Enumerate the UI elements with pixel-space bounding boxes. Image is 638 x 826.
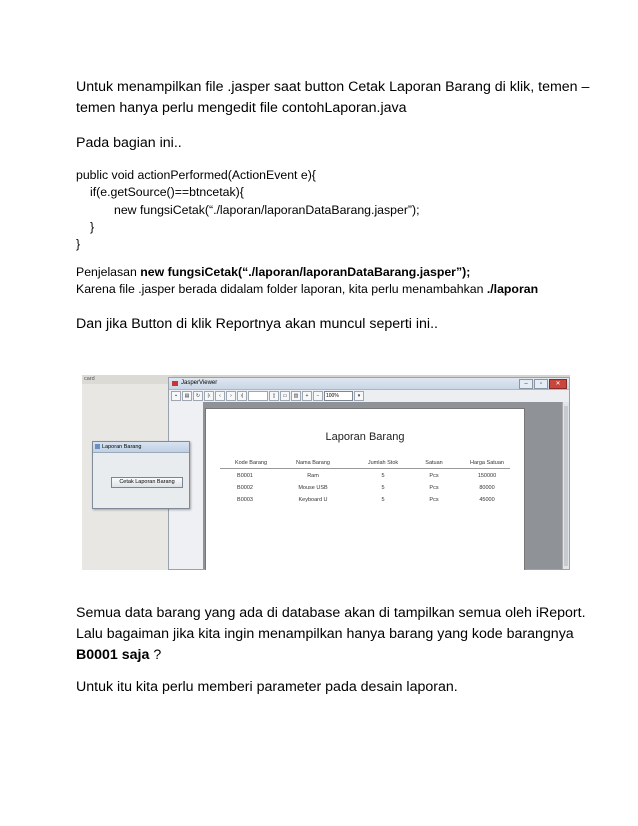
intro-line-1: Untuk menampilkan file .jasper saat button Cetak Laporan Barang di klik, temen – (76, 79, 590, 95)
explain-line2-bold: ./laporan (486, 282, 539, 296)
report-screenshot (82, 375, 570, 570)
dialog-title: Laporan Barang (102, 444, 142, 450)
java-app-icon (95, 444, 100, 449)
code-line: new fungsiCetak(“./laporan/laporanDataBarang.jasper”); (114, 202, 420, 217)
viewer-title: JasperViewer (181, 380, 218, 386)
print-icon[interactable]: ▤ (182, 391, 192, 401)
reload-icon[interactable]: ↻ (193, 391, 203, 401)
table-cell: Pcs (429, 473, 439, 479)
table-cell: Pcs (429, 497, 439, 503)
explain-bold: new fungsiCetak(“./laporan/laporanDataBarang.jasper”); (140, 265, 471, 279)
table-cell: 5 (381, 497, 385, 503)
zoom-out-icon[interactable]: − (313, 391, 323, 401)
last-page-icon[interactable]: ›| (237, 391, 247, 401)
window-controls (519, 379, 567, 389)
table-cell: B0002 (237, 485, 253, 491)
table-cell: 45000 (479, 497, 495, 503)
fit-width-icon[interactable]: ▥ (291, 391, 301, 401)
report-title: Laporan Barang (325, 431, 405, 443)
outro-line-2: Lalu bagaiman jika kita ingin menampilkan hanya barang yang kode barangnya (76, 626, 574, 642)
outro-bold: B0001 saja (76, 647, 150, 663)
section-label: Pada bagian ini.. (76, 135, 182, 151)
dialog-titlebar (93, 442, 189, 453)
code-line: if(e.getSource()==btncetak){ (90, 185, 244, 200)
zoom-select[interactable]: 100% (324, 391, 353, 401)
next-page-icon[interactable]: › (226, 391, 236, 401)
laporan-barang-dialog (92, 441, 190, 509)
code-line: } (76, 237, 81, 252)
explain-prefix: Penjelasan (76, 265, 141, 279)
outro-line-3 (76, 645, 161, 666)
outro-line-1: Semua data barang yang ada di database akan di tampilkan semua oleh iReport. (76, 605, 586, 621)
outro-suffix: ? (149, 647, 162, 663)
table-cell: Mouse USB (298, 485, 328, 491)
chevron-down-icon[interactable]: ▾ (354, 391, 364, 401)
table-cell: 80000 (479, 485, 495, 491)
first-page-icon[interactable]: |‹ (204, 391, 214, 401)
viewer-titlebar (169, 378, 569, 390)
zoom-in-icon[interactable]: + (302, 391, 312, 401)
jasper-app-icon (172, 381, 178, 386)
table-cell: Keyboard U (298, 497, 328, 503)
explain-line2-prefix: Karena file .jasper berada didalam folder laporan, kita perlu menambahkan (76, 282, 487, 296)
page-number-field[interactable] (248, 391, 268, 401)
column-header: Nama Barang (296, 460, 330, 466)
header-divider (220, 468, 510, 469)
table-cell: Ram (307, 473, 319, 479)
table-cell: Pcs (429, 485, 439, 491)
column-header: Jumlah Stok (367, 460, 399, 466)
intro-line-2: temen hanya perlu mengedit file contohLaporan.java (76, 100, 407, 116)
code-line: } (90, 219, 95, 234)
report-page (205, 408, 525, 570)
prev-page-icon[interactable]: ‹ (215, 391, 225, 401)
scroll-thumb[interactable] (564, 406, 568, 566)
minimize-button[interactable]: – (519, 379, 533, 389)
jasper-viewer-window (168, 377, 570, 570)
column-header: Kode Barang (234, 460, 268, 466)
code-block (76, 167, 420, 253)
table-cell: B0003 (237, 497, 253, 503)
close-button[interactable]: ✕ (549, 379, 567, 389)
table-cell: 5 (381, 473, 385, 479)
cetak-laporan-button[interactable]: Cetak Laporan Barang (111, 477, 183, 488)
table-cell: 150000 (477, 473, 497, 479)
vertical-scrollbar[interactable] (562, 402, 569, 569)
outro-line-4: Untuk itu kita perlu memberi parameter pada desain laporan. (76, 679, 458, 695)
column-header: Harga Satuan (470, 460, 504, 466)
explain-line-2 (76, 281, 538, 298)
table-cell: B0001 (237, 473, 253, 479)
maximize-button[interactable]: ▫ (534, 379, 548, 389)
actual-size-icon[interactable]: ▯ (269, 391, 279, 401)
save-icon[interactable]: ▪ (171, 391, 181, 401)
fit-page-icon[interactable]: ▭ (280, 391, 290, 401)
column-header: Satuan (425, 460, 443, 466)
code-line: public void actionPerformed(ActionEvent e){ (76, 168, 316, 182)
background-tab: card (82, 375, 172, 384)
button-click-text: Dan jika Button di klik Reportnya akan muncul seperti ini.. (76, 316, 438, 332)
table-cell: 5 (381, 485, 385, 491)
explain-line-1 (76, 264, 470, 281)
